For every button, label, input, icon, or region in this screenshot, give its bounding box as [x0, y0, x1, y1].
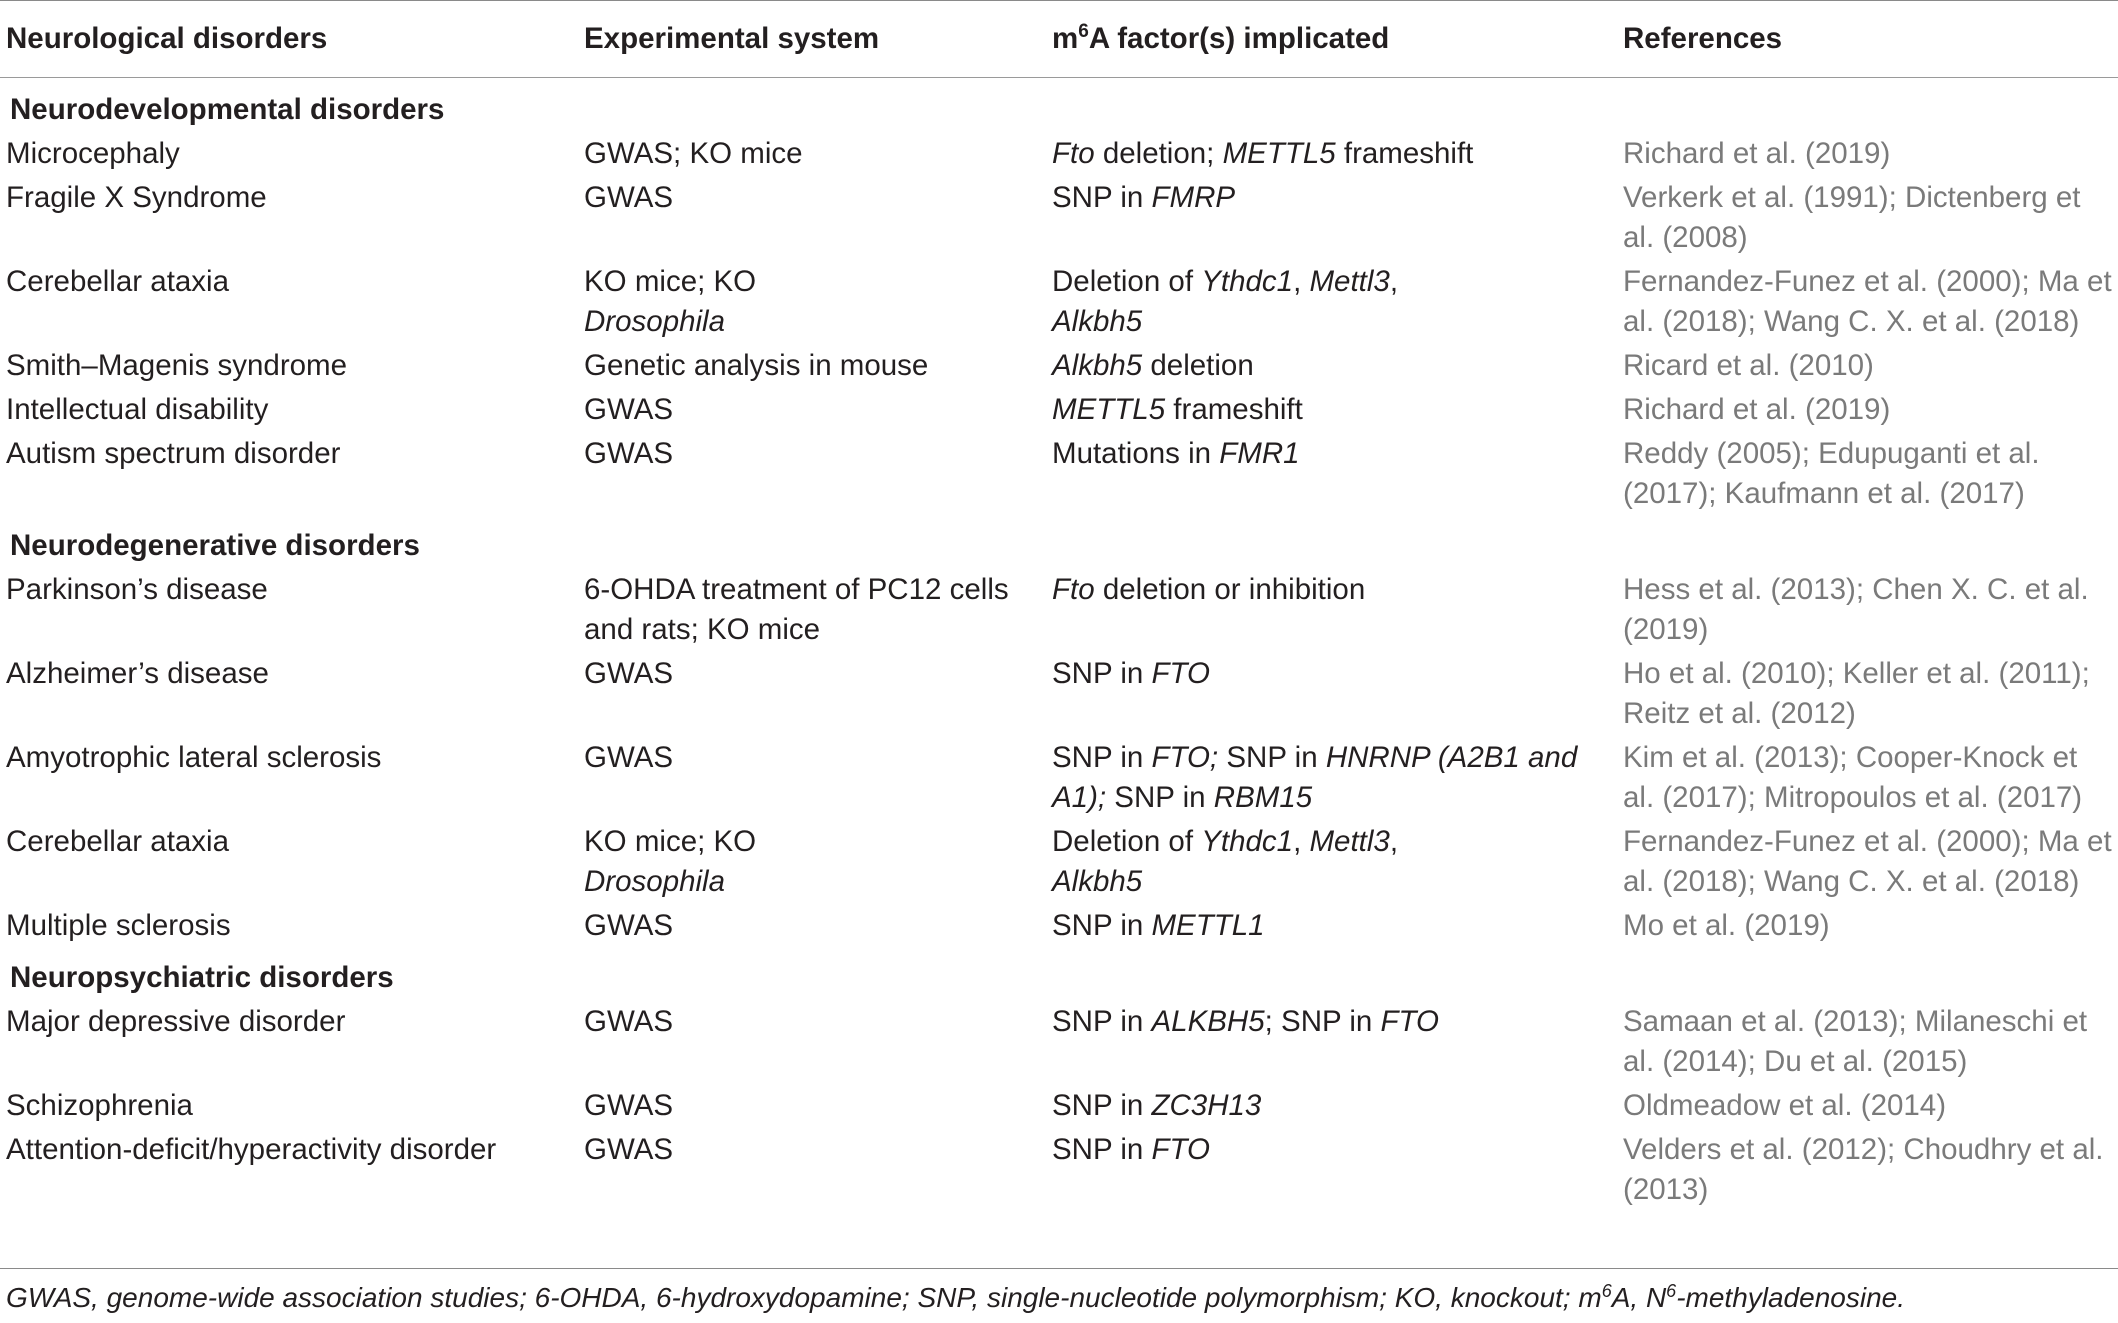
cell-system: GWAS [584, 1005, 674, 1038]
table-row [0, 344, 2118, 388]
cell-factor [1046, 176, 1617, 260]
cell-system: GWAS; KO mice [584, 137, 803, 170]
header-disorder: Neurological disorders [0, 1, 578, 78]
cell-system: GWAS [584, 741, 674, 774]
group-label: Neuropsychiatric disorders [10, 961, 394, 994]
cell-reference: Mo et al. (2019) [1623, 909, 1830, 942]
cell-disorder: Amyotrophic lateral sclerosis [6, 741, 382, 774]
footnote-main: GWAS, genome-wide association studies; 6-OHDA, 6-hydroxydopamine; SNP, single-nucleotide polymorphism; KO, knockout; m [6, 1282, 1602, 1313]
cell-reference: Oldmeadow et al. (2014) [1623, 1089, 1947, 1122]
cell-reference: Richard et al. (2019) [1623, 137, 1891, 170]
cell-factor [1046, 432, 1617, 516]
cell-disorder: Smith–Magenis syndrome [6, 349, 348, 382]
cell-factor [1046, 344, 1617, 388]
table-row [0, 568, 2118, 652]
cell-reference: Velders et al. (2012); Choudhry et al. (2013) [1623, 1133, 2104, 1206]
system-part: Drosophila [584, 865, 726, 898]
factor-part: FTO [1380, 1005, 1439, 1038]
cell-reference: Ho et al. (2010); Keller et al. (2011); Reitz et al. (2012) [1623, 657, 2090, 730]
cell-factor [1046, 820, 1617, 904]
cell-factor [1046, 652, 1617, 736]
factor-part: Mettl3 [1309, 265, 1390, 298]
cell-reference: Hess et al. (2013); Chen X. C. et al. (2019) [1623, 573, 2089, 646]
header-system: Experimental system [578, 1, 1046, 78]
group-row [0, 516, 2118, 568]
group-row [0, 948, 2118, 1000]
cell-system [578, 260, 1046, 344]
cell-system: GWAS [584, 181, 674, 214]
table-row [0, 904, 2118, 948]
group-label: Neurodegenerative disorders [10, 529, 420, 562]
factor-part: FTO; [1151, 741, 1219, 774]
cell-reference: Verkerk et al. (1991); Dictenberg et al. (2008) [1623, 181, 2081, 254]
cell-reference: Reddy (2005); Edupuganti et al. (2017); Kaufmann et al. (2017) [1623, 437, 2040, 510]
cell-system: GWAS [584, 393, 674, 426]
factor-part: FTO [1151, 657, 1210, 690]
factor-part: Alkbh5 [1052, 305, 1143, 338]
table-row [0, 1084, 2118, 1128]
factor-part: frameshift [1165, 393, 1303, 426]
cell-system [578, 820, 1046, 904]
factor-part: FMR1 [1219, 437, 1300, 470]
header-factor-sup: 6 [1078, 21, 1089, 42]
factor-part: , [1389, 265, 1399, 298]
header-factor-prefix: m [1052, 22, 1079, 55]
factor-part: FMRP [1151, 181, 1236, 214]
cell-reference: Richard et al. (2019) [1623, 393, 1891, 426]
factor-part: ; SNP in [1264, 1005, 1381, 1038]
cell-factor [1046, 1084, 1617, 1128]
system-part: KO mice; KO [584, 265, 757, 298]
cell-disorder: Microcephaly [6, 137, 180, 170]
table-row [0, 176, 2118, 260]
header-factor [1046, 1, 1617, 78]
table-row [0, 388, 2118, 432]
factor-part: Fto [1052, 573, 1095, 606]
table-row [0, 820, 2118, 904]
footnote-sup: 6 [1601, 1281, 1612, 1301]
factor-part: ZC3H13 [1151, 1089, 1262, 1122]
factor-part: , [1389, 825, 1399, 858]
cell-disorder: Parkinson’s disease [6, 573, 268, 606]
factor-part: Alkbh5 [1052, 865, 1143, 898]
cell-reference: Fernandez-Funez et al. (2000); Ma et al. (2018); Wang C. X. et al. (2018) [1623, 265, 2112, 338]
factor-part: Mettl3 [1309, 825, 1390, 858]
header-row [0, 1, 2118, 78]
factor-part: Deletion of [1052, 265, 1202, 298]
cell-reference: Ricard et al. (2010) [1623, 349, 1874, 382]
factor-part: , [1293, 265, 1310, 298]
factor-part: SNP in [1052, 909, 1152, 942]
factor-part: frameshift [1335, 137, 1474, 170]
cell-system: GWAS [584, 657, 674, 690]
factor-part: Alkbh5 [1052, 349, 1143, 382]
cell-system: GWAS [584, 909, 674, 942]
cell-disorder: Intellectual disability [6, 393, 269, 426]
factor-part: SNP in [1052, 1133, 1152, 1166]
cell-system: GWAS [584, 437, 674, 470]
table-row [0, 132, 2118, 176]
cell-system: GWAS [584, 1089, 674, 1122]
factor-part: Fto [1052, 137, 1095, 170]
cell-factor [1046, 736, 1617, 820]
table-row [0, 736, 2118, 820]
factor-part: , [1293, 825, 1310, 858]
factor-part: SNP in [1052, 741, 1152, 774]
group-row [0, 78, 2118, 133]
cell-factor [1046, 904, 1617, 948]
factor-part: SNP in [1218, 741, 1326, 774]
cell-disorder: Autism spectrum disorder [6, 437, 341, 470]
footnote-sup: 6 [1666, 1281, 1677, 1301]
factor-part: deletion or inhibition [1094, 573, 1366, 606]
cell-disorder: Multiple sclerosis [6, 909, 231, 942]
factor-part: SNP in [1106, 781, 1214, 814]
cell-factor [1046, 132, 1617, 176]
factor-part: FTO [1151, 1133, 1210, 1166]
table-row [0, 1000, 2118, 1084]
factor-part: SNP in [1052, 657, 1152, 690]
cell-disorder: Major depressive disorder [6, 1005, 346, 1038]
cell-factor [1046, 568, 1617, 652]
factor-part: SNP in [1052, 1005, 1152, 1038]
cell-factor [1046, 260, 1617, 344]
system-part: KO mice; KO [584, 825, 757, 858]
cell-reference: Fernandez-Funez et al. (2000); Ma et al. (2018); Wang C. X. et al. (2018) [1623, 825, 2112, 898]
table-footnote [0, 1268, 2118, 1316]
factor-part: METTL5 [1052, 393, 1166, 426]
system-part: Drosophila [584, 305, 726, 338]
factor-part: SNP in [1052, 1089, 1152, 1122]
factor-part: Deletion of [1052, 825, 1202, 858]
cell-factor [1046, 1128, 1617, 1212]
cell-disorder: Schizophrenia [6, 1089, 193, 1122]
cell-factor [1046, 1000, 1617, 1084]
factor-part: deletion; [1094, 137, 1223, 170]
footnote-end: -methyladenosine. [1676, 1282, 1905, 1313]
cell-disorder: Alzheimer’s disease [6, 657, 269, 690]
table-row [0, 260, 2118, 344]
cell-disorder: Cerebellar ataxia [6, 825, 230, 858]
cell-disorder: Cerebellar ataxia [6, 265, 230, 298]
cell-system: 6-OHDA treatment of PC12 cells and rats; KO mice [584, 573, 1009, 646]
cell-system: GWAS [584, 1133, 674, 1166]
table-row [0, 432, 2118, 516]
group-label: Neurodevelopmental disorders [10, 93, 445, 126]
factor-part: METTL1 [1151, 909, 1265, 942]
table-row [0, 1128, 2118, 1212]
header-references: References [1617, 1, 2118, 78]
factor-part: RBM15 [1213, 781, 1313, 814]
factor-part: deletion [1142, 349, 1254, 382]
factor-part: Ythdc1 [1201, 825, 1294, 858]
footnote-mid: A, N [1611, 1282, 1667, 1313]
cell-system: Genetic analysis in mouse [584, 349, 929, 382]
table-row [0, 652, 2118, 736]
cell-reference: Samaan et al. (2013); Milaneschi et al. (2014); Du et al. (2015) [1623, 1005, 2088, 1078]
factor-part: ALKBH5 [1151, 1005, 1265, 1038]
cell-disorder: Attention-deficit/hyperactivity disorder [6, 1133, 497, 1166]
cell-disorder: Fragile X Syndrome [6, 181, 267, 214]
header-factor-suffix: A factor(s) implicated [1088, 22, 1390, 55]
factor-part: METTL5 [1222, 137, 1336, 170]
factor-part: HNRNP (A2B1 and A1); [1052, 741, 1578, 814]
factor-part: Ythdc1 [1201, 265, 1294, 298]
cell-reference: Kim et al. (2013); Cooper-Knock et al. (2017); Mitropoulos et al. (2017) [1623, 741, 2083, 814]
factor-part: Mutations in [1052, 437, 1220, 470]
cell-factor [1046, 388, 1617, 432]
factor-part: SNP in [1052, 181, 1152, 214]
